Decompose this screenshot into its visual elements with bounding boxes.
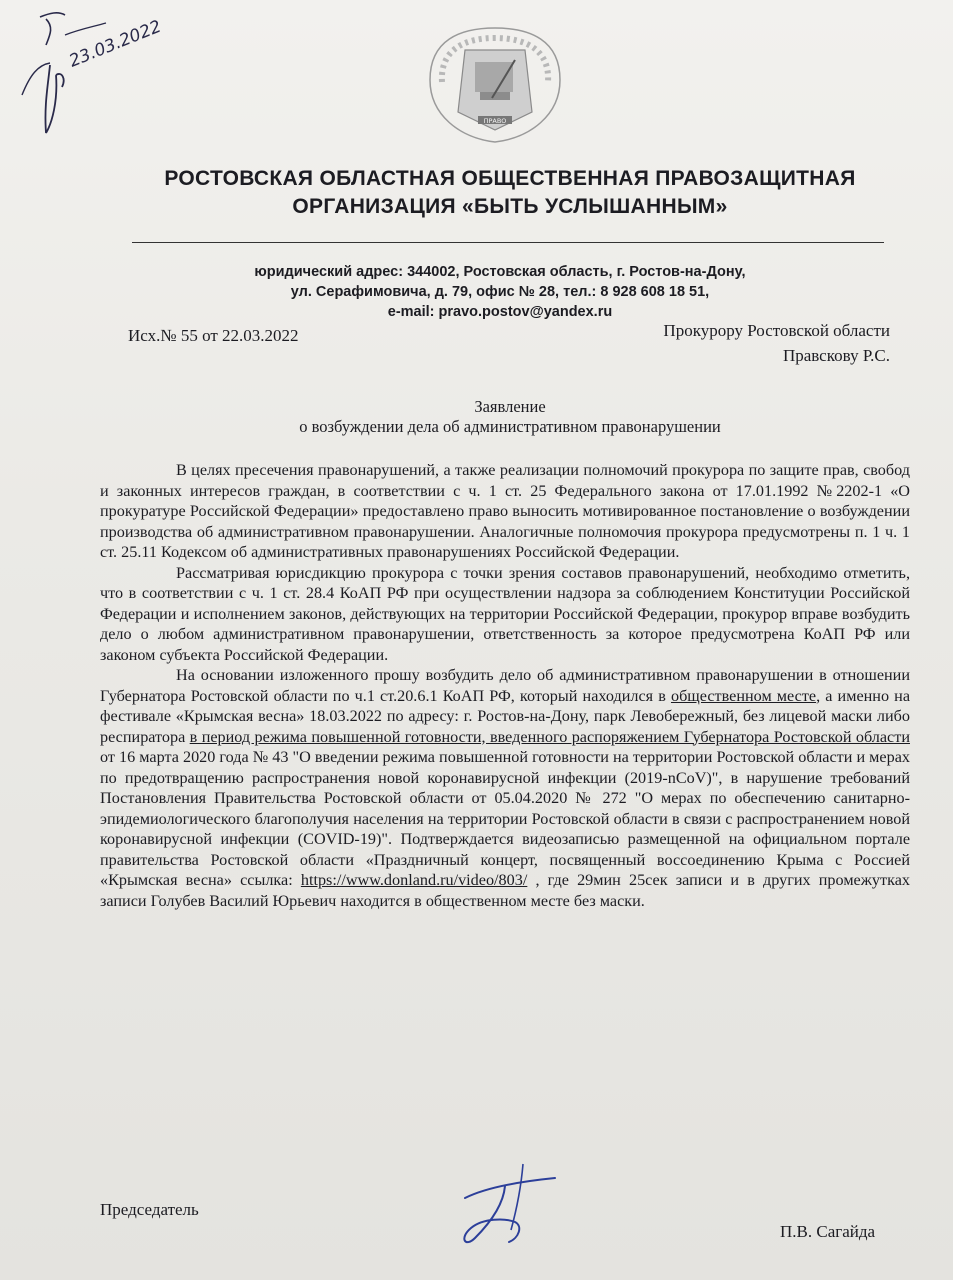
address-line1: юридический адрес: 344002, Ростовская область, г. Ростов-на-Дону, (254, 264, 746, 280)
paragraph-3 (100, 665, 910, 911)
outgoing-number: Исх.№ 55 от 22.03.2022 (128, 326, 299, 345)
document-body (100, 460, 910, 911)
addressee-line2: Правскову Р.С. (782, 346, 890, 365)
paragraph-2: Рассматривая юрисдикцию прокурора с точки зрения составов правонарушений, необходимо отметить, что в соответствии с ч. 1 ст. 28.4 КоАП РФ при осуществлении надзора за соблюдением Конституции Российской Федерации и исполнением законов, действующих на территории Российской Федерации, прокурор вправе возбудить дело о любом административном правонарушении, ответственность за которое предусмотрена КоАП РФ или законом субъекта Российской Федерации. (100, 563, 910, 664)
document-title-line1: Заявление (474, 397, 546, 416)
handwritten-receipt-stamp (10, 5, 170, 145)
addressee-line1: Прокурору Ростовской области (663, 321, 890, 340)
underlined-public-place: общественном месте (670, 686, 817, 705)
logo-caption: ПРАВО (483, 117, 507, 125)
organization-address (120, 262, 880, 322)
handwritten-signature (445, 1158, 595, 1258)
signer-role: Председатель (100, 1200, 199, 1219)
organization-name-line2: ОРГАНИЗАЦИЯ «БЫТЬ УСЛЫШАННЫМ» (292, 195, 728, 218)
document-title (130, 397, 890, 437)
video-link[interactable]: https://www.donland.ru/video/803/ (300, 871, 528, 889)
paragraph-3-part-b: , а именно на фестивале «Крымская весна» 18.03.2022 по адресу: г. Ростов-на-Дону, парк Левобережный, без лицевой маски либо респиратора (100, 686, 911, 746)
header-divider (132, 242, 884, 243)
organization-name (110, 165, 910, 221)
address-line2: ул. Серафимовича, д. 79, офис № 28, тел.: 8 928 608 18 51, (290, 284, 710, 300)
organization-logo (420, 20, 570, 150)
underlined-regime-period: в период режима повышенной готовности, введенного распоряжением Губернатора Ростовской области (189, 727, 910, 746)
stamp-date: 23.03.2022 (66, 16, 165, 72)
address-line3: e-mail: pravo.postov@yandex.ru (387, 304, 613, 320)
document-title-line2: о возбуждении дела об административном правонарушении (299, 417, 721, 436)
paragraph-3-part-c: от 16 марта 2020 года № 43 "О введении режима повышенной готовности на территории Ростовской области и мерах по предотвращению распространения новой коронавирусной инфекции (2019-nCoV)", в нарушение требований Постановления Правительства Ростовской области от 05.04.2020 № 272 "О мерах по обеспечению санитарно-эпидемиологического благополучия населения на территории Ростовской области в связи с распространением новой коронавирусной инфекции (COVID-19)". Подтверждается видеозаписью размещенной на официальном портале правительства Ростовской области «Праздничный концерт, посвященный воссоединению Крыма с Россией «Крымская весна» ссылка: (100, 748, 910, 889)
paragraph-3-part-d: , где 29мин 25сек записи и в других промежутках записи Голубев Василий Юрьевич находится в общественном месте без маски. (100, 871, 910, 910)
organization-name-line1: РОСТОВСКАЯ ОБЛАСТНАЯ ОБЩЕСТВЕННАЯ ПРАВОЗАЩИТНАЯ (164, 167, 856, 190)
paragraph-3-part-a: На основании изложенного прошу возбудить дело об административном правонарушении в отношении Губернатора Ростовской области по ч.1 ст.20.6.1 КоАП РФ, который находился в (100, 666, 910, 705)
signer-name: П.В. Сагайда (780, 1222, 876, 1241)
paragraph-1: В целях пресечения правонарушений, а также реализации полномочий прокурора по защите прав, свобод и законных интересов граждан, в соответствии с ч. 1 ст. 25 Федерального закона от 17.01.1992 №2202-1 «О прокуратуре Российской Федерации» предоставлено право выносить мотивированное постановление о возбуждении производства об административном правонарушении. Аналогичные полномочия прокурора предусмотрены п. 1 ч. 1 ст. 25.11 Кодексом об административных правонарушениях Российской Федерации. (100, 461, 910, 561)
addressee (560, 318, 890, 368)
